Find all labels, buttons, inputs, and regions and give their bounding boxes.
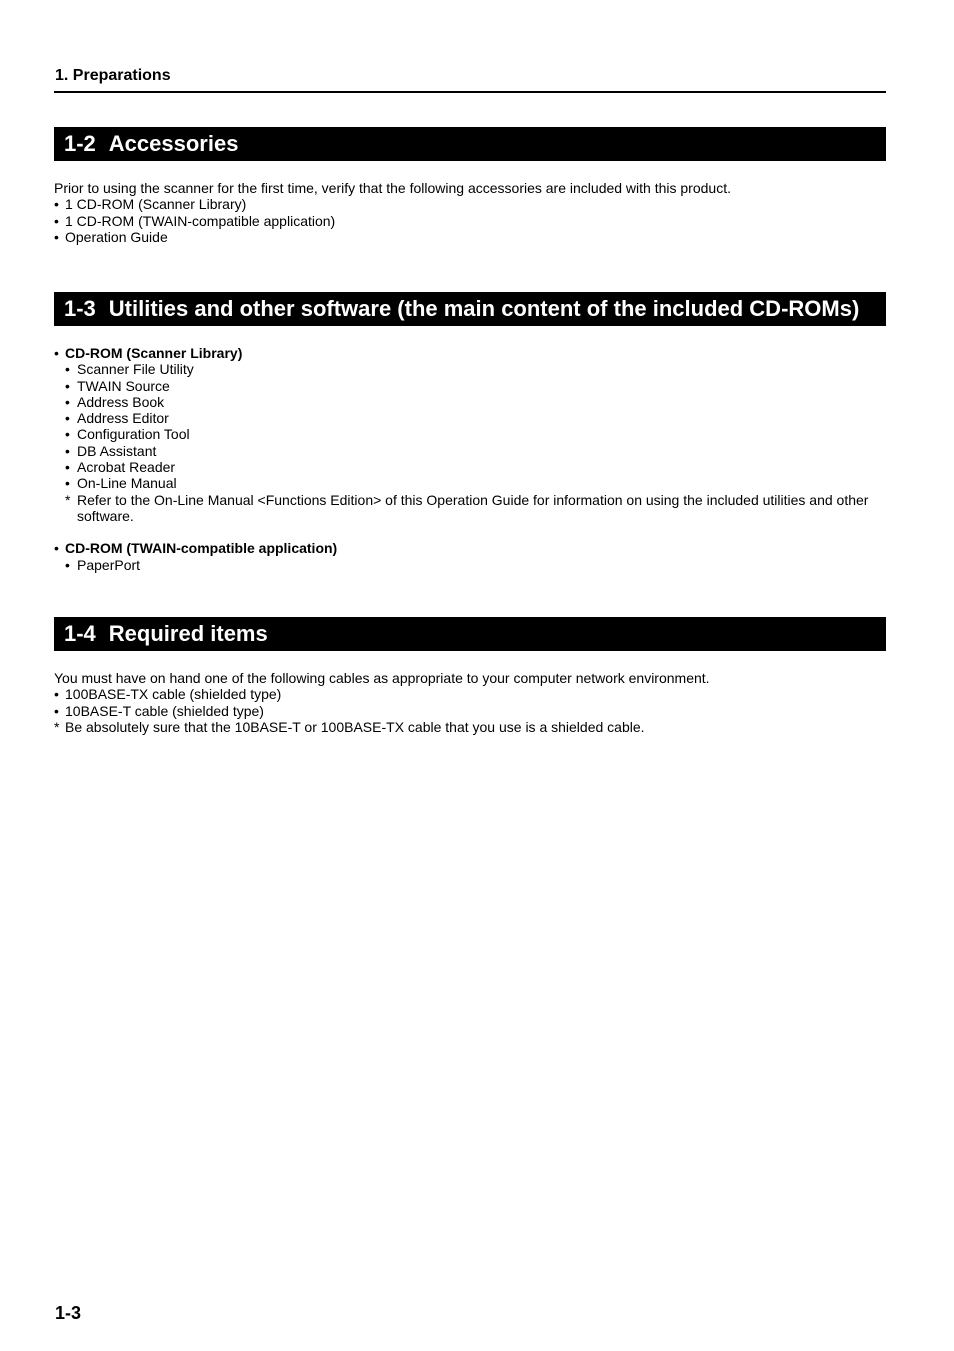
list-item-text: DB Assistant [77,442,157,459]
list-item [54,229,886,245]
list-item-text: Address Editor [77,410,169,427]
bullet-marker: • [65,426,70,443]
section-number: 1-2 [64,131,96,156]
section-title: Accessories [108,131,239,156]
list-item-text: Configuration Tool [77,426,190,443]
bullet-marker: • [65,361,70,378]
bullet-marker: • [65,442,70,459]
bullet-marker: • [54,228,59,245]
list-item-text: 1 CD-ROM (TWAIN-compatible application) [65,212,336,229]
list-item-text: Operation Guide [65,228,168,245]
page-number: 1-3 [55,1303,82,1323]
note-text: Refer to the On-Line Manual <Functions Edition> of this Operation Guide for information on using the included utilities and other software. [77,491,869,524]
note-marker: * [54,718,60,735]
bullet-marker: • [65,410,70,427]
list-item-text: 10BASE-T cable (shielded type) [65,702,264,719]
list-item [54,475,886,491]
group-label: CD-ROM (Scanner Library) [65,345,243,361]
list-item [54,410,886,426]
note [54,492,886,525]
required-items-body [54,670,886,735]
list-item [54,459,886,475]
section-heading-utilities [54,292,886,326]
bullet-marker: • [54,345,59,361]
accessories-body [54,180,886,245]
list-item [54,703,886,719]
list-item [54,196,886,212]
section-heading-required-items [54,617,886,651]
spacer [54,524,886,540]
bullet-marker: • [54,540,59,557]
section-number: 1-3 [64,296,96,321]
header-rule [54,91,886,93]
section-number: 1-4 [64,621,96,646]
list-item-text: Address Book [77,393,165,410]
note [54,719,886,735]
list-item [54,443,886,459]
list-item-text: TWAIN Source [77,377,170,394]
section-heading-accessories [54,127,886,161]
list-item-text: PaperPort [77,556,141,573]
list-item-text: 100BASE-TX cable (shielded type) [65,686,282,703]
section-title: Utilities and other software (the main content of the included CD-ROMs) [108,296,860,321]
bullet-marker: • [54,702,59,719]
bullet-marker: • [65,393,70,410]
note-text: Be absolutely sure that the 10BASE-T or 100BASE-TX cable that you use is a shielded cable. [65,718,645,735]
group-label: CD-ROM (TWAIN-compatible application) [65,540,338,557]
list-item [54,686,886,702]
list-item-text: Scanner File Utility [77,361,194,378]
utilities-body [54,345,886,573]
list-item [54,426,886,442]
group-heading [54,345,886,361]
section-title: Required items [108,621,268,646]
note-marker: * [65,491,71,508]
bullet-marker: • [54,196,59,213]
running-header: 1. Preparations [55,67,171,84]
bullet-marker: • [54,212,59,229]
list-item-text: 1 CD-ROM (Scanner Library) [65,196,247,213]
group-heading [54,540,886,556]
list-item [54,557,886,573]
list-item-text: Acrobat Reader [77,459,176,476]
list-item [54,394,886,410]
bullet-marker: • [65,475,70,492]
list-item [54,361,886,377]
list-item [54,378,886,394]
required-intro: You must have on hand one of the following cables as appropriate to your computer network environment. [54,670,710,686]
list-item [54,213,886,229]
bullet-marker: • [65,377,70,394]
list-item-text: On-Line Manual [77,475,177,492]
bullet-marker: • [65,556,70,573]
bullet-marker: • [65,459,70,476]
accessories-intro: Prior to using the scanner for the first time, verify that the following accessories are included with this product. [54,180,731,196]
bullet-marker: • [54,686,59,703]
